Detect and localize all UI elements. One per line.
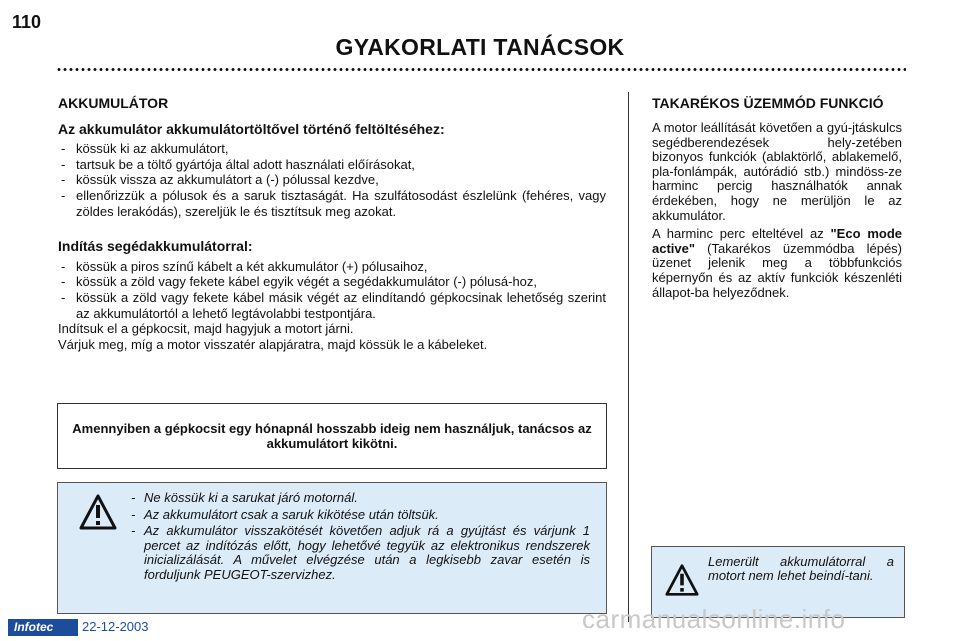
battery-heading: AKKUMULÁTOR	[58, 95, 169, 111]
list-item: - kössük a zöld vagy fekete kábel másik végét az elindítandó gépkocsinak lehetőség szerint az akkumulátortól a lehető legtávolabbi testpontjára.	[58, 290, 606, 321]
warning-text: Lemerült akkumulátorral a motort nem lehet beindí-tani.	[708, 554, 894, 583]
page-title: GYAKORLATI TANÁCSOK	[335, 34, 625, 60]
list-item: - ellenőrizzük a pólusok és a saruk tisztaságát. Ha szulfátosodást észlelünk (fehéres, vagy zöldes lerakódás), szereljük le és tisztítsuk meg azokat.	[58, 188, 606, 219]
jump-start-line: Indítsuk el a gépkocsit, majd hagyjuk a motort járni.	[58, 321, 354, 337]
column-divider	[628, 92, 629, 622]
eco-mode-message: "Eco mode active"	[652, 226, 902, 256]
eco-mode-heading: TAKARÉKOS ÜZEMMÓD FUNKCIÓ	[652, 95, 884, 111]
list-item: - kössük ki az akkumulátort,	[58, 141, 606, 157]
list-item: - Az akkumulátor visszakötését követően adjuk rá a gyújtást és várjunk 1 percet az indítózás előtt, hogy lehetővé tegyük az elektronikus rendszerek inicializálását. A művelet elvégzése után a legkisebb zavar esetén is forduljunk PEUGEOT-szervizhez.	[128, 524, 590, 582]
page-number: 110	[12, 12, 42, 32]
dotted-divider	[56, 67, 906, 72]
list-item: - tartsuk be a töltő gyártója által adott használati előírásokat,	[58, 157, 606, 173]
footer-date: 22-12-2003	[82, 619, 149, 634]
infotec-logo: Infotec	[8, 619, 78, 636]
list-item: - kössük vissza az akkumulátort a (-) pólussal kezdve,	[58, 172, 606, 188]
eco-mode-paragraph	[652, 227, 902, 300]
battery-section	[58, 96, 606, 352]
warning-list	[128, 491, 590, 585]
warning-triangle-icon	[664, 563, 700, 597]
info-box	[57, 403, 607, 469]
list-item: - Ne kössük ki a sarukat járó motornál.	[128, 491, 590, 506]
list-item: - kössük a zöld vagy fekete kábel egyik végét a segédakkumulátor (-) pólusá-hoz,	[58, 274, 606, 290]
eco-text: (Takarékos üzemmódba lépés) üzenet jelenik meg a többfunkciós képernyőn és az aktív funkciók készenléti állapot-ba helyeződnek.	[652, 240, 902, 300]
charging-heading: Az akkumulátor akkumulátortöltővel történő feltöltéséhez:	[58, 120, 445, 137]
eco-mode-paragraph: A motor leállítását követően a gyú-jtáskulcs segédberendezések hely-zetében bizonyos funkciók (ablaktörlő, ablakemelő, pla-fonlámpák, autórádió stb.) mindöss-ze harminc percig használhatók annak érdekében, hogy ne merüljön le az akkumulátor.	[652, 120, 902, 223]
jump-start-heading: Indítás segédakkumulátorral:	[58, 238, 253, 255]
battery-warning-box	[57, 482, 607, 614]
info-box-text: Amennyiben a gépkocsit egy hónapnál hosszabb ideig nem használjuk, tanácsos az akkumulátort kikötni.	[72, 421, 592, 451]
watermark: carmanualsonline.info	[582, 604, 846, 634]
charging-steps	[58, 141, 606, 219]
list-item: - kössük a piros színű kábelt a két akkumulátor (+) pólusaihoz,	[58, 259, 606, 275]
jump-start-steps	[58, 259, 606, 321]
eco-text: A harminc perc elteltével az	[652, 226, 831, 242]
list-item: - Az akkumulátort csak a saruk kikötése után töltsük.	[128, 508, 590, 523]
jump-start-line: Várjuk meg, míg a motor visszatér alapjáratra, majd kössük le a kábeleket.	[58, 336, 488, 352]
eco-mode-section	[652, 96, 902, 304]
warning-triangle-icon	[78, 493, 118, 531]
